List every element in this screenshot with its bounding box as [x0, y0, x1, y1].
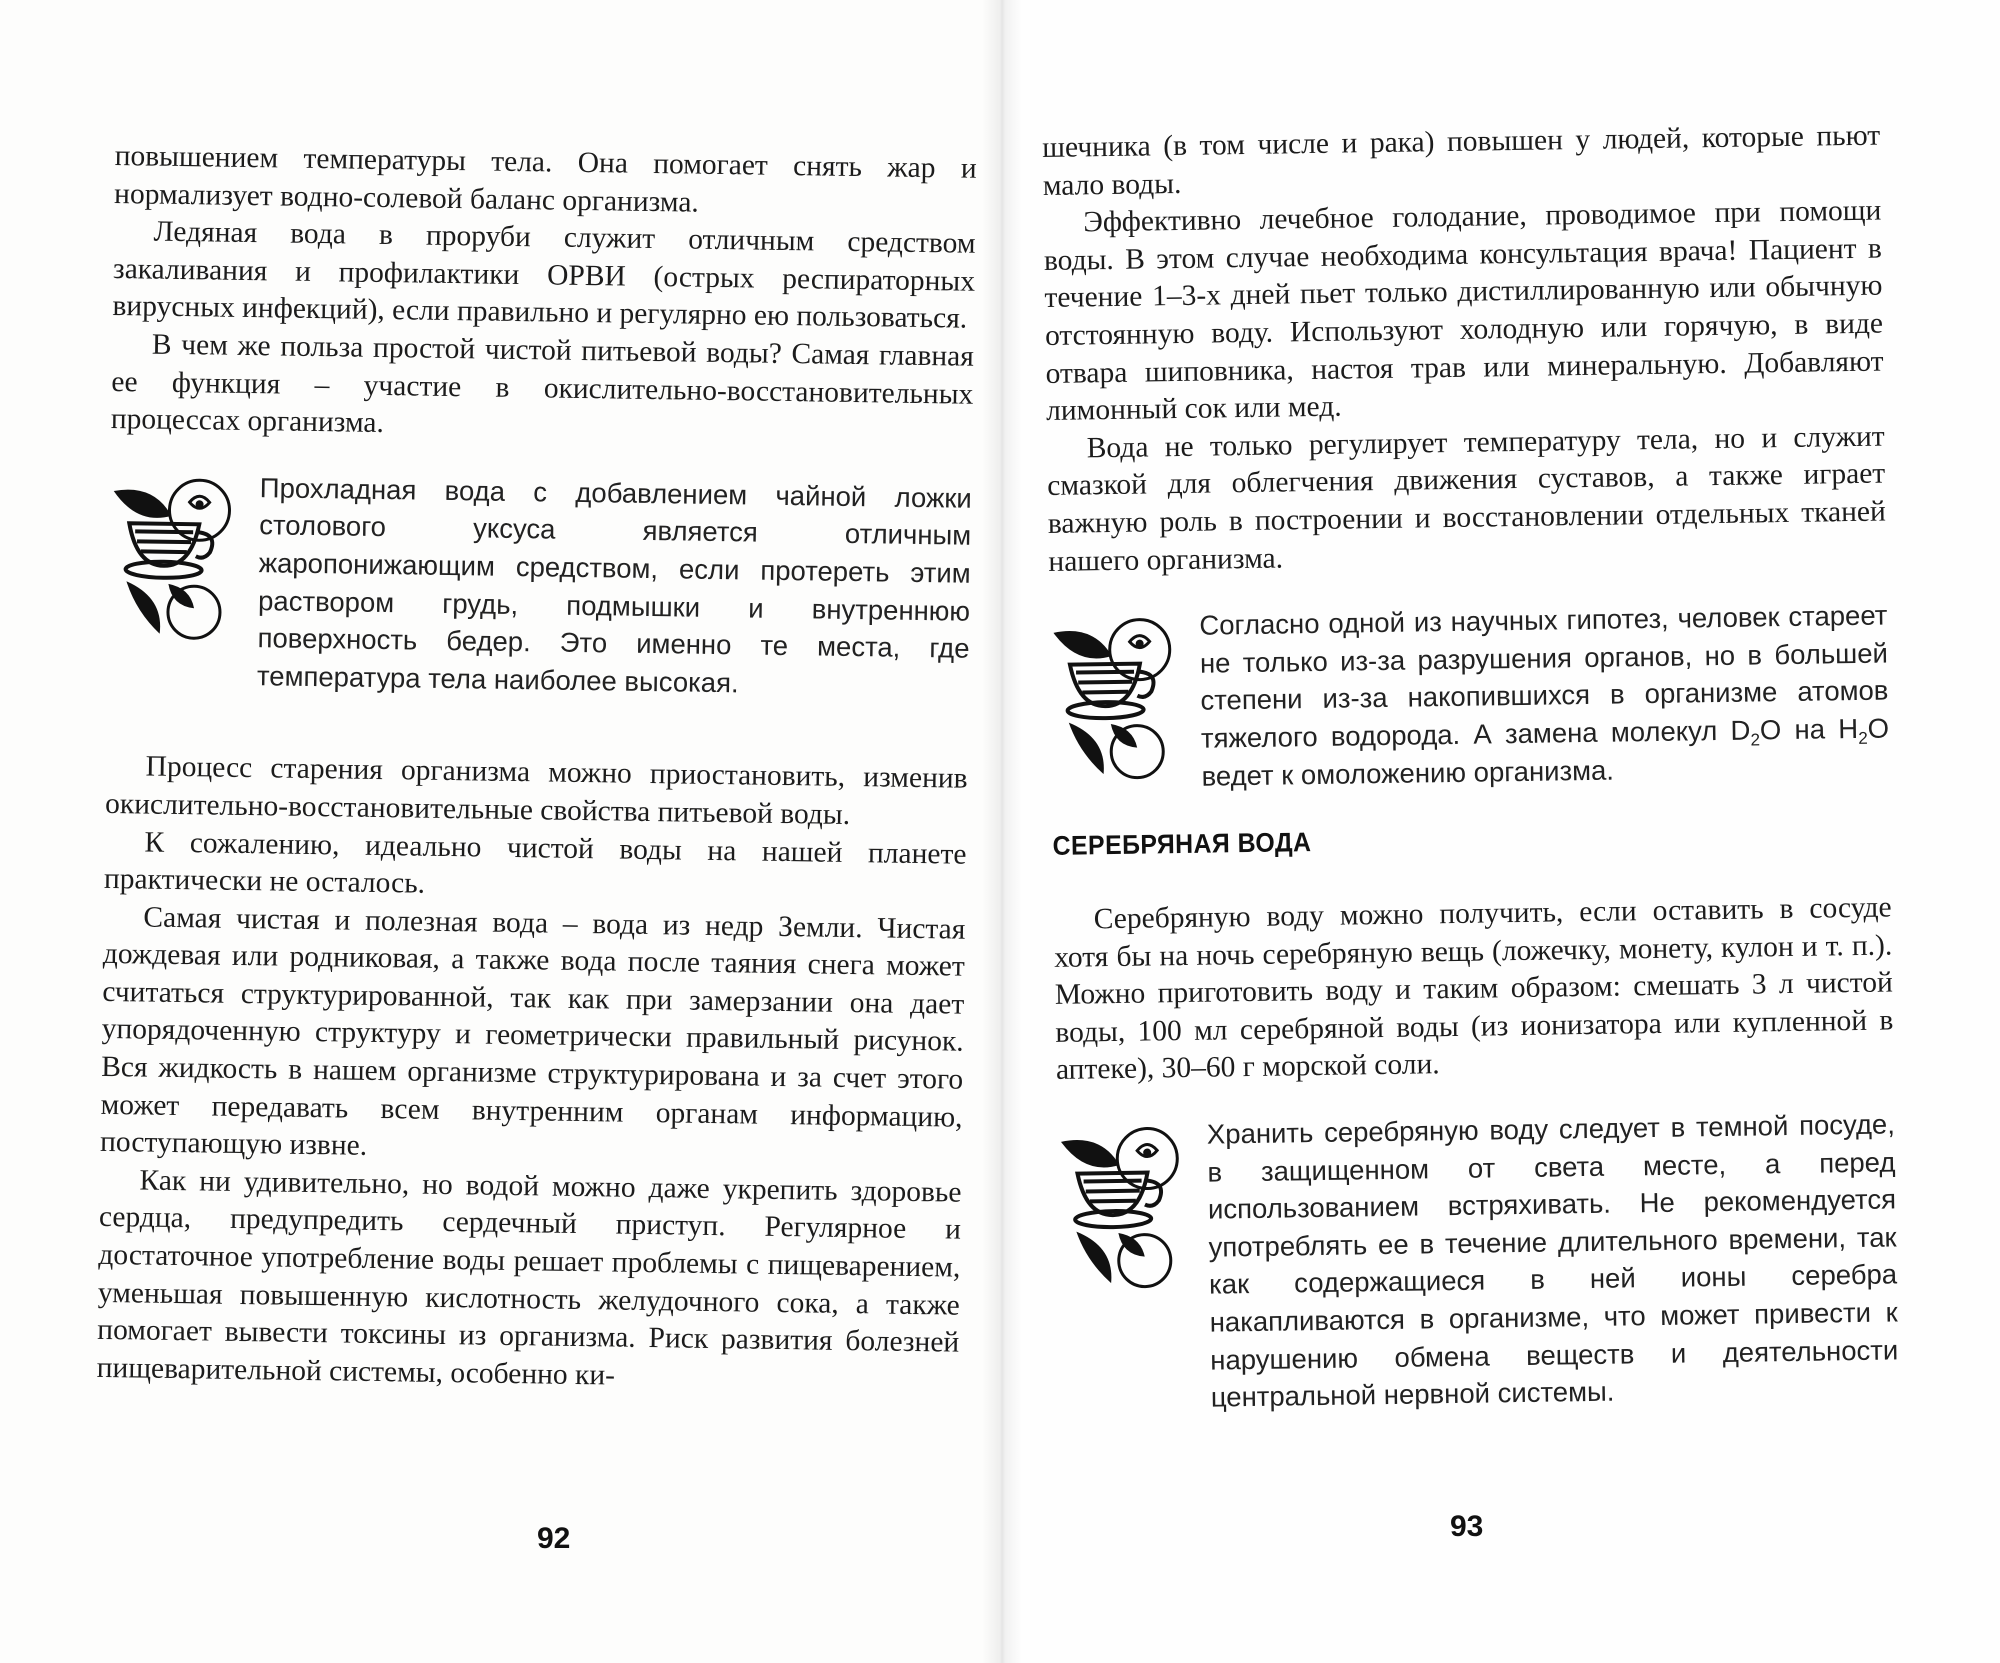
- tip-box: [1057, 1106, 1899, 1419]
- left-page-text-column: [96, 138, 976, 1400]
- formula-subscript: 2: [1750, 730, 1761, 750]
- paragraph: шечника (в том числе и рака) повышен у людей, которые пьют мало воды.: [1042, 119, 1881, 202]
- paragraph: Процесс старения организма можно приостановить, изменив окислительно-восстановительные свойства питьевой воды.: [104, 750, 968, 831]
- tip-box: [1049, 597, 1890, 797]
- formula-letter: O: [1759, 714, 1782, 746]
- paragraph: Эффективно лечебное голодание, проводимое при помощи воды. В этом случае необходима консультация врача! Пациент в течение 1–3-х дней пьет только дистиллированную или обычную отстоянную воду. Используют холодную или горячую, в виде отвара шиповника, настоя трав или минеральную. Добавляют лимонный сок или мед.: [1043, 194, 1884, 428]
- book-gutter-shadow: [982, 0, 1022, 1663]
- tip-text-part: ведет к омоложению организма.: [1201, 754, 1615, 792]
- right-page-text-column: [1042, 118, 1899, 1445]
- paragraph: Вода не только регулирует температуру тела, но и служит смазкой для облегчения движения суставов, а также играет важную роль в построении и восстановлении отдельных тканей нашего организма.: [1047, 420, 1886, 578]
- formula-letter: H: [1837, 712, 1859, 745]
- right-page: [1000, 0, 2000, 1663]
- paragraph: Как ни удивительно, но водой можно даже укрепить здоровье сердца, предупредить сердечный приступ. Регулярное и достаточное употребление воды решает проблемы с пищеварением, уменьшая повышенную кислотность желудочного сока, а также помогает вывести токсины из организма. Риск развития болезней пищеварительной системы, особенно ки-: [96, 1164, 962, 1392]
- paragraph: В чем же польза простой чистой питьевой воды? Самая главная ее функция – участие в окислительно-восстановительных процессах организма.: [110, 328, 975, 440]
- tip-text-part: на: [1781, 713, 1839, 746]
- tip-text: [1199, 597, 1890, 795]
- tip-box: [107, 467, 972, 705]
- paragraph: Самая чистая и полезная вода – вода из недр Земли. Чистая дождевая или родниковая, а также вода после таяния снега может считаться структурированной, так как при замерзании она дает упорядоченную структуру и геометрически правильный рисунок. Вся жидкость в нашем организме структурирована и за счет этого может передавать всем внутренним органам информацию, поступающую извне.: [99, 901, 966, 1163]
- tip-text: Хранить серебряную воду следует в темной посуде, в защищенном от света месте, а перед использованием встряхивать. Не рекомендуется употреблять ее в течение длительного времени, так как содержащиеся в ней ионы серебра накапливаются в организме, что может привести к нарушению обмена веществ и деятельности центральной нервной системы.: [1206, 1108, 1899, 1413]
- section-heading: СЕРЕБРЯНАЯ ВОДА: [1052, 827, 1312, 862]
- formula-subscript: 2: [1858, 728, 1868, 748]
- paragraph: К сожалению, идеально чистой воды на нашей планете практически не осталось.: [103, 826, 967, 900]
- teacup-emblem-icon: [1057, 1120, 1190, 1292]
- paragraph: Ледяная вода в проруби служит отличным средством закаливания и профилактики ОРВИ (острых респираторных вирусных инфекций), если правильно и регулярно ею пользоваться.: [112, 215, 976, 336]
- paragraph: повышением температуры тела. Она помогает снять жар и нормализует водно-солевой баланс организма.: [113, 139, 977, 219]
- page-number: 93: [1450, 1510, 1484, 1543]
- paragraph: Серебряную воду можно получить, если оставить в сосуде хотя бы на ночь серебряную вещь (ложечку, монету, кулон и т. п.). Можно приготовить воду и таким образом: смешать 3 л чистой воды, 100 мл серебряной воды (из ионизатора или купленной в аптеке), 30–60 г морской соли.: [1054, 891, 1894, 1087]
- tip-text: Прохладная вода с добавлением чайной ложки столового уксуса является отличным жаропонижающим средством, если протереть этим раствором грудь, подмышки и внутреннюю поверхность бедер. Это именно те места, где температура тела наиболее высокая.: [256, 471, 972, 699]
- page-number: 92: [537, 1522, 571, 1555]
- formula-letter: O: [1867, 712, 1890, 744]
- teacup-emblem-icon: [1049, 611, 1182, 783]
- formula-letter: D: [1730, 714, 1751, 746]
- teacup-emblem-icon: [108, 471, 241, 643]
- tip-text-part: Согласно одной из научных гипотез, человек стареет не только из-за разрушения органов, но в большей степени из-за накопившихся в организме атомов тяжелого водорода. А замена молекул: [1199, 599, 1889, 754]
